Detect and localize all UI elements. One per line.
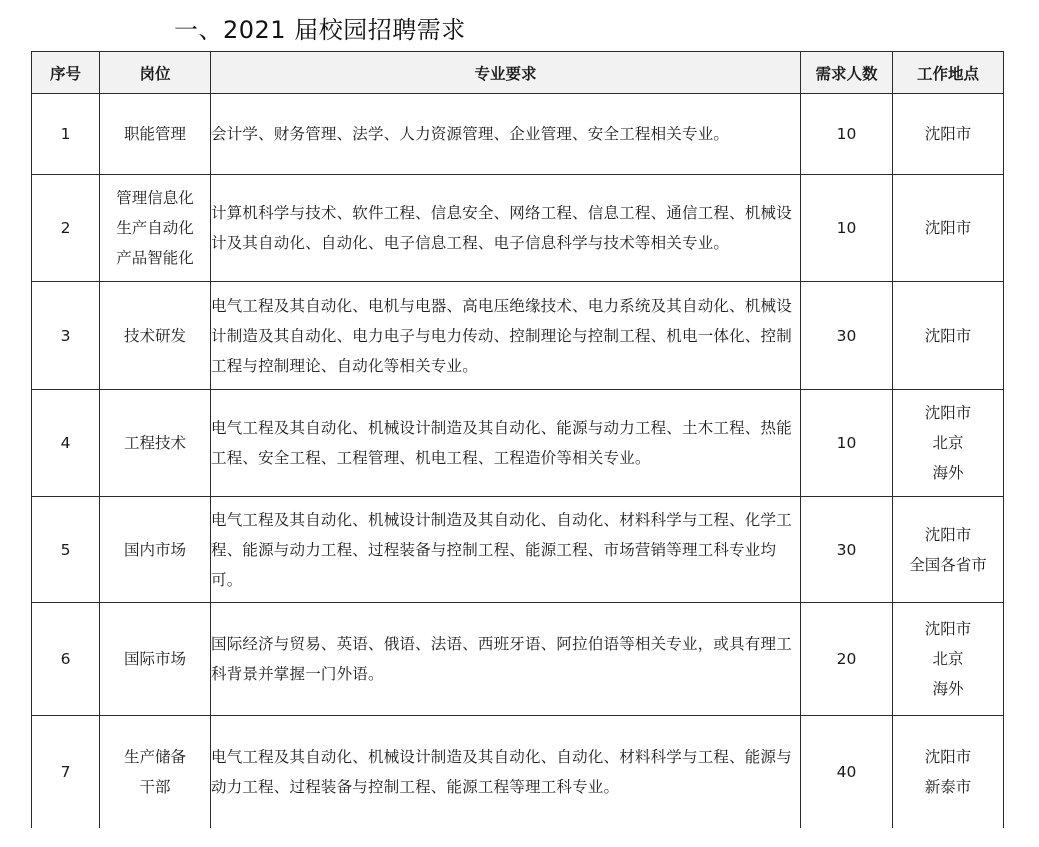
major-requirement-cell [211,497,801,603]
location-item: 沈阳市 [924,620,972,638]
major-requirement-text: 电气工程及其自动化、机械设计制造及其自动化、自动化、材料科学与工程、化学工程、能源与动力工程、过程装备与控制工程、能源工程、市场营销等理工科专业均可。 [211,510,792,589]
location-cell [893,282,1004,390]
location-item: 沈阳市 [924,747,972,766]
location-item: 北京 [932,650,964,668]
table-row [32,497,1004,603]
position-cell [100,716,211,828]
recruitment-table [31,51,1004,828]
position-cell [100,94,211,175]
position-name: 工程技术 [123,434,186,452]
row-number: 3 [32,282,100,390]
header-no: 序号 [32,52,100,94]
row-number: 7 [32,716,100,828]
table-row [32,603,1004,716]
location-cell [893,390,1004,497]
major-requirement-cell [211,94,801,175]
location-cell [893,716,1004,828]
major-requirement-cell [211,390,801,497]
location-item: 沈阳市 [924,525,972,544]
major-requirement-text: 计算机科学与技术、软件工程、信息安全、网络工程、信息工程、通信工程、机械设计及其自动化、自动化、电子信息工程、电子信息科学与技术等相关专业。 [211,204,792,252]
header-row [32,52,1004,94]
location-item: 沈阳市 [924,219,972,237]
header-position: 岗位 [100,52,211,94]
row-number: 1 [32,94,100,175]
major-requirement-text: 国际经济与贸易、英语、俄语、法语、西班牙语、阿拉伯语等相关专业，或具有理工科背景并掌握一门外语。 [211,635,792,683]
position-cell [100,390,211,497]
position-cell [100,175,211,282]
location-item: 北京 [932,434,964,452]
position-cell [100,282,211,390]
table-row [32,716,1004,828]
page-title: 一、2021 届校园招聘需求 [174,16,466,44]
row-number: 4 [32,390,100,497]
major-requirement-text: 电气工程及其自动化、机械设计制造及其自动化、自动化、材料科学与工程、能源与动力工程、过程装备与控制工程、能源工程等理工科专业。 [211,747,792,796]
major-requirement-cell [211,603,801,716]
position-name: 职能管理 [123,125,186,143]
table-header [32,52,1004,94]
table-row [32,175,1004,282]
table-row [32,94,1004,175]
location-item: 海外 [932,464,964,482]
table-row [32,282,1004,390]
location-item: 新泰市 [924,777,972,796]
position-name: 管理信息化 生产自动化 产品智能化 [116,189,194,267]
headcount-cell: 20 [801,603,893,716]
major-requirement-cell [211,175,801,282]
header-major: 专业要求 [211,52,801,94]
major-requirement-text: 会计学、财务管理、法学、人力资源管理、企业管理、安全工程相关专业。 [211,125,730,143]
headcount-cell: 30 [801,497,893,603]
headcount-cell: 10 [801,390,893,497]
row-number: 2 [32,175,100,282]
position-name: 技术研发 [123,326,186,345]
header-count: 需求人数 [801,52,893,94]
headcount-cell: 30 [801,282,893,390]
location-cell [893,497,1004,603]
position-cell [100,603,211,716]
location-item: 全国各省市 [909,555,987,574]
location-item: 沈阳市 [924,404,972,422]
table-row [32,390,1004,497]
headcount-cell: 10 [801,94,893,175]
location-item: 沈阳市 [924,326,972,345]
location-item: 沈阳市 [924,125,972,143]
headcount-cell: 40 [801,716,893,828]
major-requirement-cell [211,716,801,828]
location-cell [893,175,1004,282]
major-requirement-text: 电气工程及其自动化、机械设计制造及其自动化、能源与动力工程、土木工程、热能工程、安全工程、工程管理、机电工程、工程造价等相关专业。 [211,419,792,467]
major-requirement-text: 电气工程及其自动化、电机与电器、高电压绝缘技术、电力系统及其自动化、机械设计制造及其自动化、电力电子与电力传动、控制理论与控制工程、机电一体化、控制工程与控制理论、自动化等相关专业。 [211,296,792,375]
location-item: 海外 [932,680,964,698]
position-name: 国内市场 [123,540,186,559]
position-name: 国际市场 [123,650,186,668]
position-name: 生产储备 干部 [123,747,186,796]
location-cell [893,603,1004,716]
table-body [32,94,1004,828]
headcount-cell: 10 [801,175,893,282]
position-cell [100,497,211,603]
major-requirement-cell [211,282,801,390]
row-number: 6 [32,603,100,716]
header-location: 工作地点 [893,52,1004,94]
row-number: 5 [32,497,100,603]
location-cell [893,94,1004,175]
